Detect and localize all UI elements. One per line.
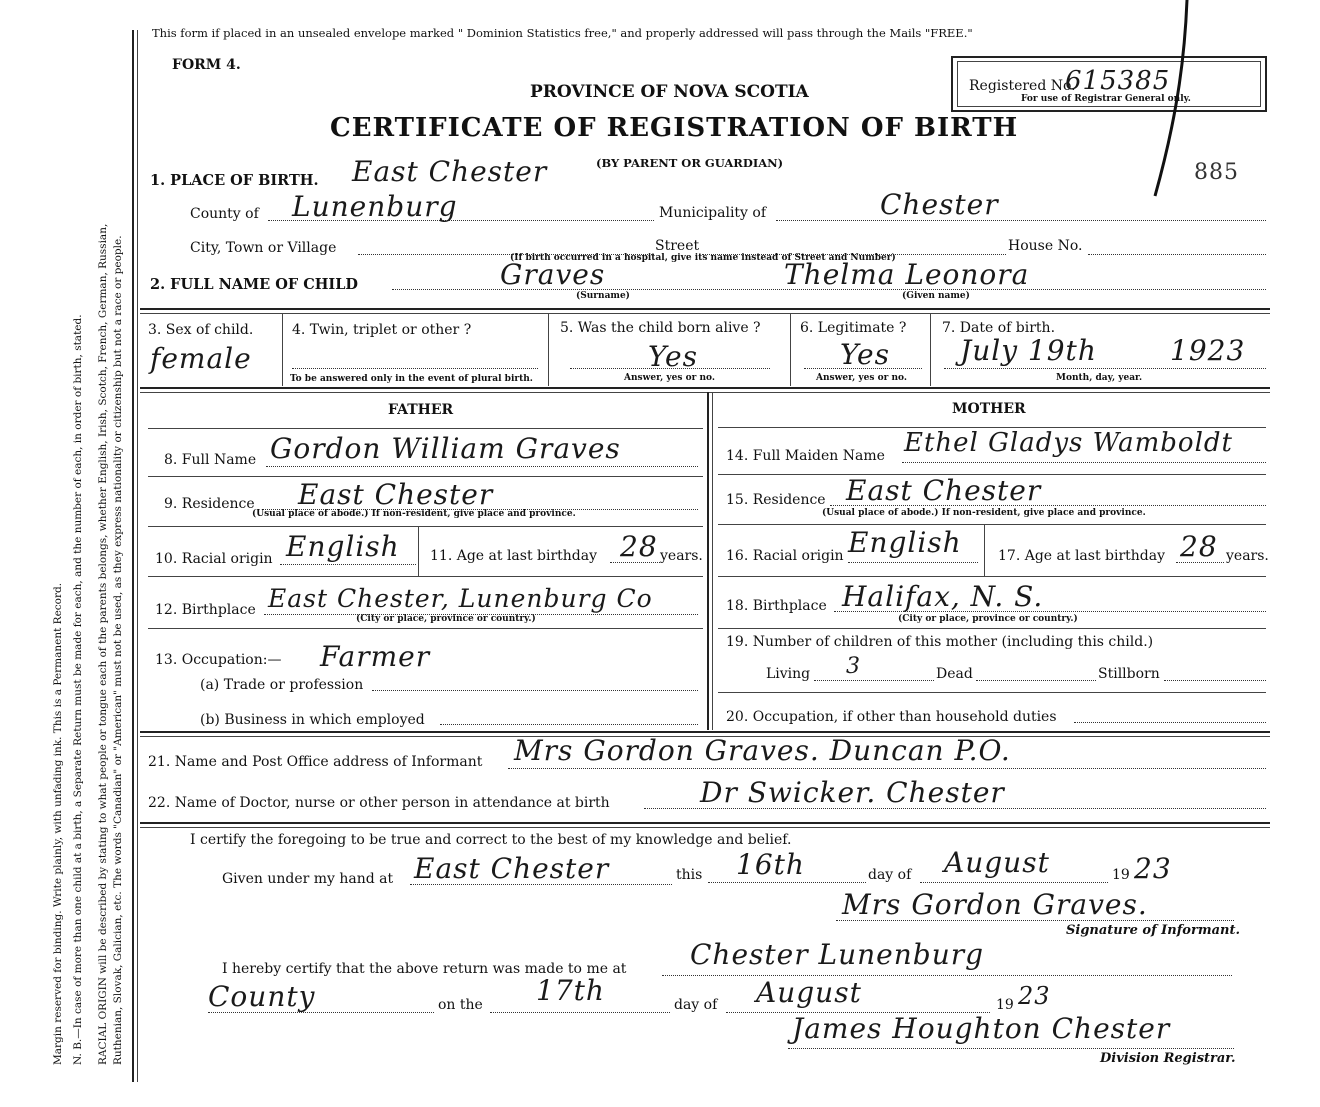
surname-caption: (Surname) bbox=[576, 291, 630, 301]
certify-statement: I certify the foregoing to be true and correct to the best of my knowledge and belief. bbox=[190, 832, 792, 848]
given-day-value: 16th bbox=[736, 848, 805, 881]
mother-residence-note: (Usual place of abode.) If non-resident, give place and province. bbox=[822, 508, 1146, 518]
informant-signature: Mrs Gordon Graves. bbox=[842, 888, 1148, 921]
alive-note: Answer, yes or no. bbox=[624, 373, 715, 383]
sex-label: 3. Sex of child. bbox=[148, 322, 254, 338]
registrar-year-value: 23 bbox=[1018, 982, 1051, 1010]
informant-label: 21. Name and Post Office address of Informant bbox=[148, 754, 483, 770]
father-residence-note: (Usual place of abode.) If non-resident, give place and province. bbox=[252, 509, 576, 519]
father-name-line bbox=[266, 466, 698, 467]
legitimate-value: Yes bbox=[840, 338, 890, 371]
registrar-day-line bbox=[490, 1012, 670, 1013]
certificate-subtitle: (BY PARENT OR GUARDIAN) bbox=[596, 156, 784, 170]
informant-value: Mrs Gordon Graves. Duncan P.O. bbox=[514, 734, 1011, 767]
child-given-name: Thelma Leonora bbox=[784, 258, 1030, 291]
father-residence-label: 9. Residence bbox=[164, 496, 255, 512]
father-years: years. bbox=[660, 548, 703, 564]
mother-race-line bbox=[848, 562, 978, 563]
doctor-label: 22. Name of Doctor, nurse or other person in attendance at birth bbox=[148, 795, 610, 811]
registrar-signature-line bbox=[788, 1048, 1234, 1049]
dob-note: Month, day, year. bbox=[1056, 373, 1143, 383]
box-divider-1 bbox=[282, 314, 283, 386]
rule-top bbox=[140, 308, 1270, 310]
certificate-title: CERTIFICATE OF REGISTRATION OF BIRTH bbox=[330, 113, 1019, 143]
rule-informant-top bbox=[140, 731, 1270, 733]
registrar-signature: James Houghton Chester bbox=[792, 1012, 1171, 1045]
mother-age-label: 17. Age at last birthday bbox=[998, 548, 1166, 564]
father-rule-1 bbox=[148, 428, 703, 429]
registrar-on-label: on the bbox=[438, 997, 483, 1013]
mother-name-value: Ethel Gladys Wamboldt bbox=[904, 428, 1233, 458]
father-residence-value: East Chester bbox=[298, 478, 494, 511]
registrar-statement: I hereby certify that the above return was made to me at bbox=[222, 961, 627, 977]
municipality-line bbox=[776, 220, 1266, 221]
house-label: House No. bbox=[1008, 238, 1083, 254]
mother-race-divider bbox=[984, 524, 985, 576]
mother-occupation-line bbox=[1074, 722, 1266, 723]
mother-living-line bbox=[814, 680, 934, 681]
given-name-caption: (Given name) bbox=[902, 291, 970, 301]
alive-label: 5. Was the child born alive ? bbox=[560, 320, 761, 336]
form-number: FORM 4. bbox=[172, 57, 241, 73]
rule-certify-top-2 bbox=[140, 827, 1270, 828]
child-name-label: 2. FULL NAME OF CHILD bbox=[150, 276, 358, 293]
father-rule-4 bbox=[148, 576, 703, 577]
doctor-value: Dr Swicker. Chester bbox=[700, 776, 1005, 809]
mother-name-label: 14. Full Maiden Name bbox=[726, 448, 885, 464]
box-divider-3 bbox=[790, 314, 791, 386]
mother-occupation-label: 20. Occupation, if other than household duties bbox=[726, 709, 1057, 725]
mother-living-value: 3 bbox=[846, 654, 861, 679]
father-rule-5 bbox=[148, 628, 703, 629]
side-note-1: Margin reserved for binding. Write plainly, with unfading ink. This is a Permanent Record. bbox=[52, 582, 64, 1065]
this-label: this bbox=[676, 867, 703, 883]
mother-rule-5 bbox=[718, 628, 1266, 629]
mother-dead-line bbox=[976, 680, 1096, 681]
municipality-label: Municipality of bbox=[659, 205, 767, 221]
registrar-place-value: Chester Lunenburg bbox=[690, 938, 985, 971]
legitimate-note: Answer, yes or no. bbox=[816, 373, 907, 383]
side-note-3: RACIAL ORIGIN will be described by stating to what people or tongue each of the parents belongs, whether English, Irish, Scotch, French, German, Russian, bbox=[97, 223, 109, 1065]
registrar-day-of-label: day of bbox=[674, 997, 718, 1013]
mother-dead-label: Dead bbox=[936, 666, 973, 682]
registrar-signature-label: Division Registrar. bbox=[1100, 1051, 1236, 1066]
twin-note: To be answered only in the event of plural birth. bbox=[290, 374, 533, 384]
father-business-label: (b) Business in which employed bbox=[200, 712, 425, 728]
alive-value: Yes bbox=[648, 340, 698, 373]
given-year-prefix: 19 bbox=[1112, 867, 1130, 883]
mother-birthplace-value: Halifax, N. S. bbox=[842, 580, 1044, 613]
registrar-year-prefix: 19 bbox=[996, 997, 1014, 1013]
registrar-county-value: County bbox=[208, 980, 316, 1013]
father-race-label: 10. Racial origin bbox=[155, 551, 273, 567]
registrar-month-value: August bbox=[756, 976, 862, 1009]
mother-stillborn-line bbox=[1164, 680, 1266, 681]
father-race-line bbox=[280, 564, 416, 565]
parents-divider bbox=[707, 392, 709, 730]
father-name-value: Gordon William Graves bbox=[270, 432, 621, 465]
mother-children-label: 19. Number of children of this mother (including this child.) bbox=[726, 634, 1154, 650]
hospital-note: (If birth occurred in a hospital, give its name instead of Street and Number) bbox=[510, 253, 896, 263]
given-year-value: 23 bbox=[1134, 852, 1172, 885]
mother-years: years. bbox=[1226, 548, 1269, 564]
street-label: Street bbox=[655, 238, 700, 254]
mother-heading: MOTHER bbox=[952, 401, 1026, 417]
father-age-label: 11. Age at last birthday bbox=[430, 548, 598, 564]
informant-line bbox=[508, 768, 1266, 769]
mother-race-label: 16. Racial origin bbox=[726, 548, 844, 564]
legitimate-label: 6. Legitimate ? bbox=[800, 320, 907, 336]
mother-residence-label: 15. Residence bbox=[726, 492, 826, 508]
mother-birthplace-note: (City or place, province or country.) bbox=[898, 614, 1078, 624]
registrar-county-line bbox=[208, 1012, 434, 1013]
given-place-value: East Chester bbox=[414, 852, 610, 885]
mother-stillborn-label: Stillborn bbox=[1098, 666, 1160, 682]
dob-label: 7. Date of birth. bbox=[942, 320, 1056, 336]
registrar-place-line bbox=[662, 975, 1232, 976]
box-divider-2 bbox=[548, 314, 549, 386]
registered-label: Registered No. bbox=[969, 78, 1076, 94]
informant-signature-label: Signature of Informant. bbox=[1066, 923, 1240, 938]
mother-living-label: Living bbox=[766, 666, 811, 682]
child-surname: Graves bbox=[500, 258, 606, 291]
mother-race-value: English bbox=[848, 526, 962, 559]
province-title: PROVINCE OF NOVA SCOTIA bbox=[530, 82, 809, 102]
margin-rule bbox=[132, 30, 134, 1082]
city-label: City, Town or Village bbox=[190, 240, 337, 256]
margin-number: 885 bbox=[1194, 160, 1239, 185]
mother-rule-4 bbox=[718, 576, 1266, 577]
margin-rule-inner bbox=[137, 30, 138, 1082]
given-label: Given under my hand at bbox=[222, 871, 394, 887]
father-rule-3 bbox=[148, 526, 703, 527]
sex-value: female bbox=[150, 342, 252, 375]
father-birthplace-note: (City or place, province or country.) bbox=[356, 614, 536, 624]
registrar-note: For use of Registrar General only. bbox=[1021, 94, 1191, 104]
given-month-value: August bbox=[944, 846, 1050, 879]
rule-parents-top bbox=[140, 387, 1270, 389]
father-rule-2 bbox=[148, 476, 703, 477]
parents-divider-2 bbox=[712, 392, 713, 730]
mother-rule-6 bbox=[718, 692, 1266, 693]
father-trade-line bbox=[372, 690, 698, 691]
twin-line bbox=[292, 368, 538, 369]
mother-residence-value: East Chester bbox=[846, 474, 1042, 507]
twin-label: 4. Twin, triplet or other ? bbox=[292, 322, 472, 338]
box-divider-4 bbox=[930, 314, 931, 386]
dob-line bbox=[944, 368, 1266, 369]
municipality-value: Chester bbox=[880, 188, 999, 221]
postal-note: This form if placed in an unsealed envelope marked " Dominion Statistics free," and properly addressed will pass through the Mails "FREE." bbox=[152, 26, 973, 40]
rule-top-2 bbox=[140, 313, 1270, 314]
side-note-2: N. B.—In case of more than one child at a birth, a Separate Return must be made for each, and the number of each, in order of birth, stated. bbox=[72, 314, 84, 1065]
given-month-line bbox=[920, 882, 1108, 883]
county-value: Lunenburg bbox=[292, 190, 458, 223]
father-business-line bbox=[440, 724, 698, 725]
mother-age-value: 28 bbox=[1180, 530, 1218, 563]
father-birthplace-value: East Chester, Lunenburg Co bbox=[268, 584, 653, 613]
rule-parents-top-2 bbox=[140, 392, 1270, 393]
mother-rule-3 bbox=[718, 524, 1266, 525]
father-name-label: 8. Full Name bbox=[164, 452, 257, 468]
father-occupation-value: Farmer bbox=[320, 640, 431, 673]
mother-birthplace-label: 18. Birthplace bbox=[726, 598, 827, 614]
given-day-line bbox=[708, 882, 866, 883]
given-day-of-label: day of bbox=[868, 867, 912, 883]
place-of-birth-value: East Chester bbox=[352, 155, 548, 188]
father-age-value: 28 bbox=[620, 530, 658, 563]
place-of-birth-label: 1. PLACE OF BIRTH. bbox=[150, 172, 319, 189]
registered-box bbox=[951, 56, 1267, 112]
dob-value: July 19th bbox=[960, 334, 1097, 367]
house-line bbox=[1088, 254, 1266, 255]
father-trade-label: (a) Trade or profession bbox=[200, 677, 364, 693]
father-race-value: English bbox=[286, 530, 400, 563]
side-note-4: Ruthenian, Slovak, Galician, etc. The words "Canadian" or "American" must not be used, as they express nationality or citizenship but not a race or people. bbox=[112, 235, 124, 1065]
registered-number: 615385 bbox=[1065, 66, 1171, 96]
pen-stroke bbox=[1135, 0, 1195, 200]
county-label: County of bbox=[190, 206, 259, 222]
father-occupation-label: 13. Occupation:— bbox=[155, 652, 282, 668]
mother-name-line bbox=[902, 462, 1266, 463]
father-birthplace-label: 12. Birthplace bbox=[155, 602, 256, 618]
rule-certify-top bbox=[140, 822, 1270, 824]
father-race-divider bbox=[418, 526, 419, 576]
dob-year: 1923 bbox=[1170, 334, 1246, 367]
father-heading: FATHER bbox=[388, 402, 454, 418]
registrar-day-value: 17th bbox=[536, 974, 605, 1007]
